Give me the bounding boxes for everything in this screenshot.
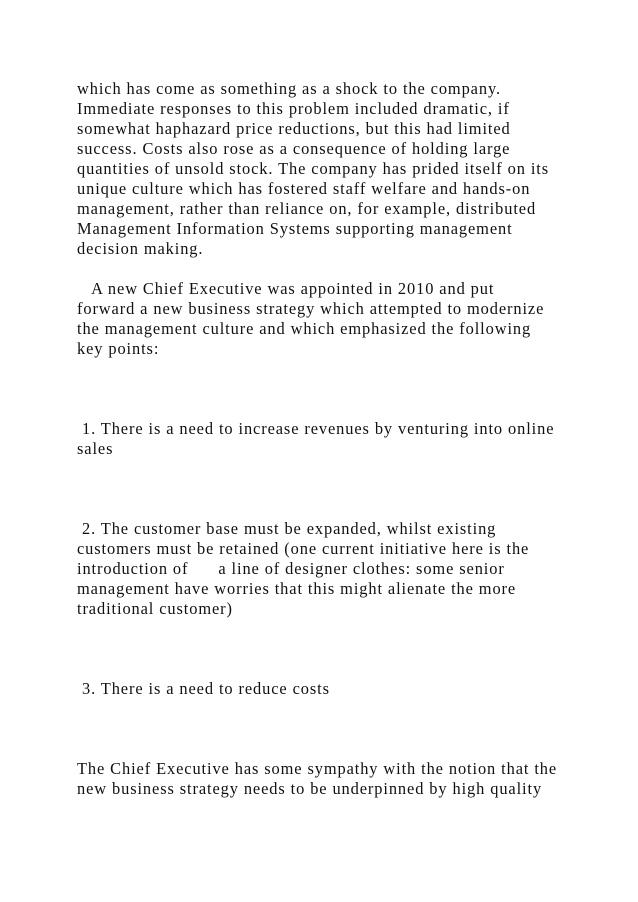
text-line: which has come as something as a shock to the company. [77,79,501,98]
text-line: unique culture which has fostered staff welfare and hands-on [77,179,531,198]
list-item-1-cont: sales [77,439,114,458]
list-item-1: 1. There is a need to increase revenues by venturing into online [77,419,555,438]
text-line: The Chief Executive has some sympathy with the notion that the [77,759,558,778]
text-line: success. Costs also rose as a consequence of holding large [77,139,511,158]
text-line: Immediate responses to this problem included dramatic, if [77,99,510,118]
text-line: Management Information Systems supporting management [77,219,513,238]
text-line: management, rather than reliance on, for example, distributed [77,199,537,218]
text-line: decision making. [77,239,204,258]
text-line: quantities of unsold stock. The company has prided itself on its [77,159,550,178]
text-line: the management culture and which emphasized the following [77,319,532,338]
list-item-2: 2. The customer base must be expanded, whilst existing [77,519,497,538]
list-item-3: 3. There is a need to reduce costs [77,679,330,698]
text-line: somewhat haphazard price reductions, but this had limited [77,119,511,138]
text-line: new business strategy needs to be underpinned by high quality [77,779,543,798]
text-line: A new Chief Executive was appointed in 2010 and put [77,279,495,298]
list-item-2-cont: customers must be retained (one current initiative here is the [77,539,530,558]
list-item-2-cont: introduction of a line of designer clothes: some senior [77,559,505,578]
text-line: key points: [77,339,160,358]
list-item-2-cont: management have worries that this might alienate the more [77,579,517,598]
list-item-2-cont: traditional customer) [77,599,233,618]
text-line: forward a new business strategy which attempted to modernize [77,299,545,318]
